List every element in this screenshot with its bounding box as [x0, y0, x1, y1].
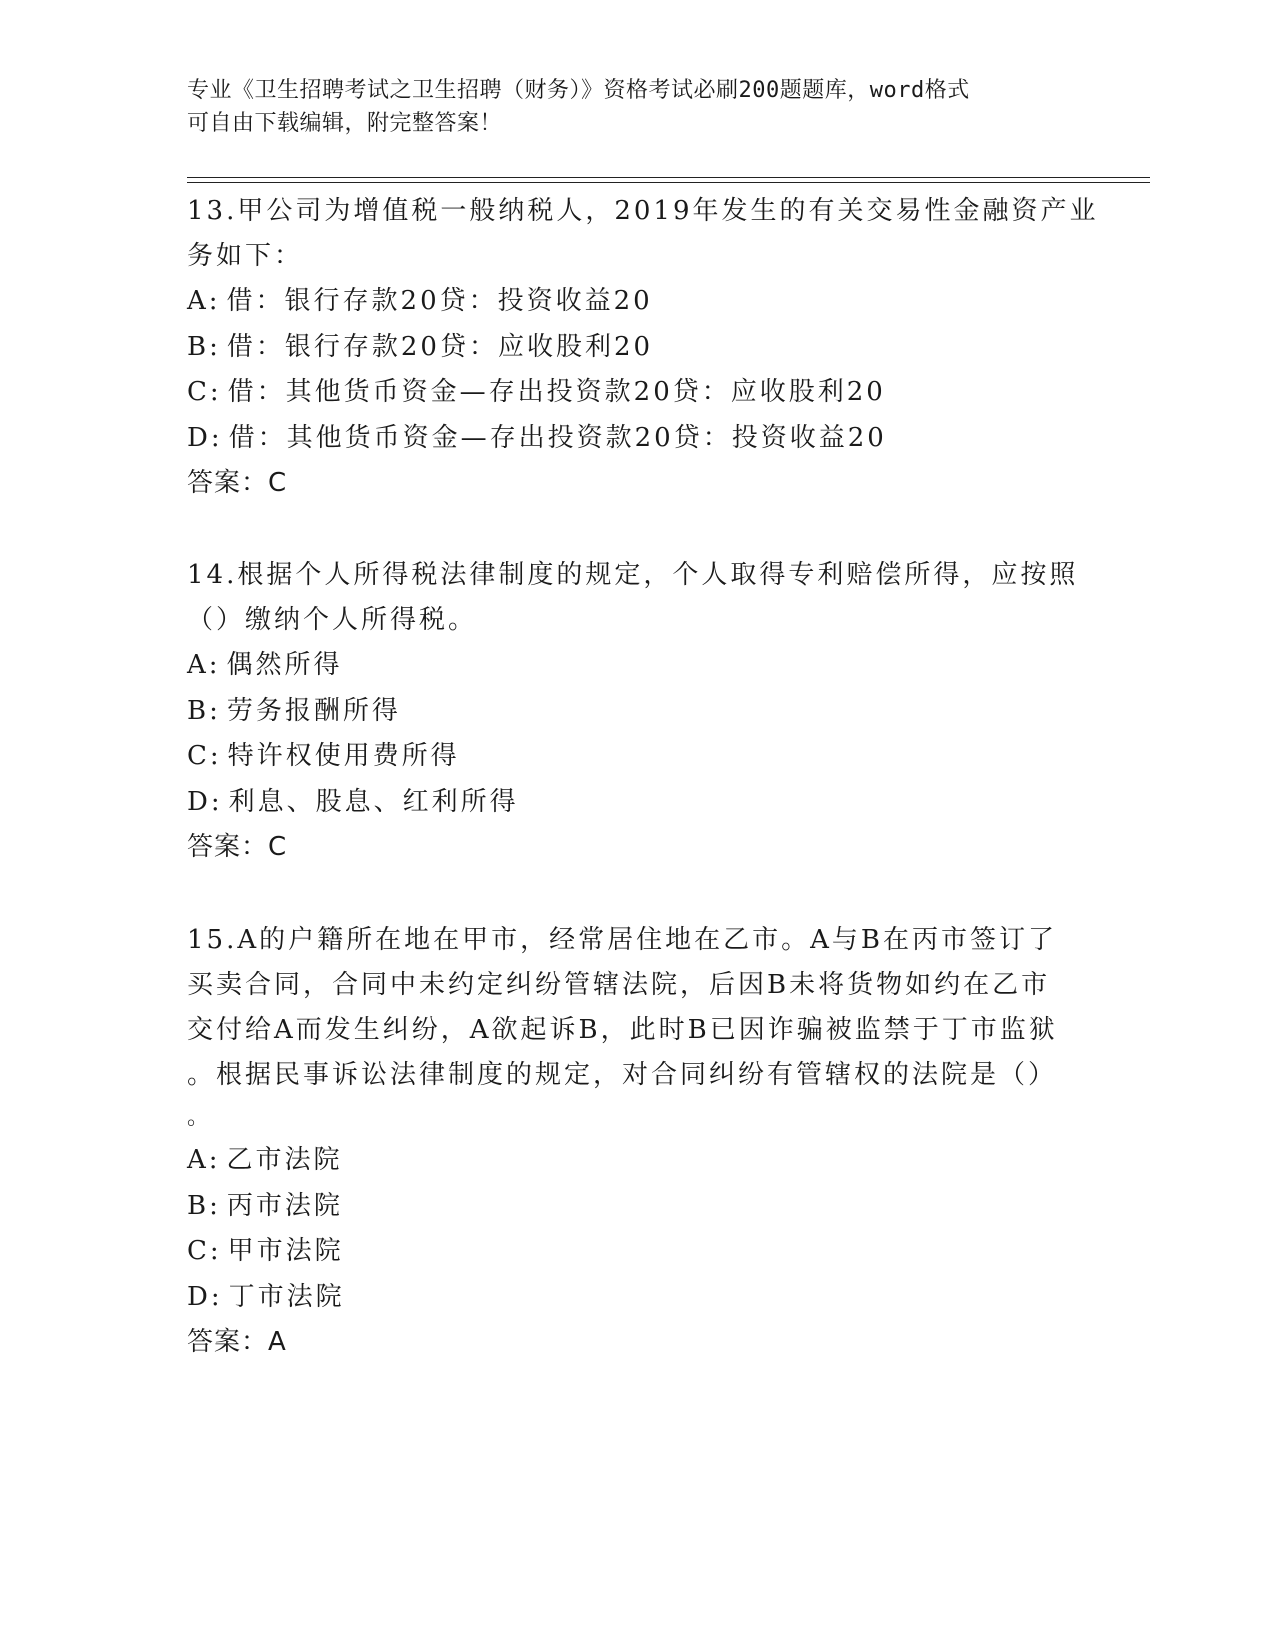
question-stem [187, 553, 1087, 643]
option-d [187, 780, 1087, 826]
stem-line: 务如下： [187, 241, 304, 271]
header-line-1: 专业《卫生招聘考试之卫生招聘（财务）》资格考试必刷200题题库，word格式 [187, 78, 970, 103]
option-label: B: [187, 331, 221, 362]
option-label: A: [187, 286, 221, 316]
option-label: B: [187, 695, 221, 726]
answer: 答案：A [187, 1327, 287, 1357]
option-a [187, 643, 1087, 689]
stem-line: 交付给A而发生纠纷，A欲起诉B，此时B已因诈骗被监禁于丁市监狱 [187, 1015, 1058, 1045]
stem-line: 。根据民事诉讼法律制度的规定，对合同纠纷有管辖权的法院是（） [187, 1060, 1058, 1090]
document-header [187, 74, 1087, 140]
answer: 答案：C [187, 468, 288, 498]
option-d [187, 1275, 1087, 1321]
option-text: 借：其他货币资金—存出投资款20贷：投资收益20 [228, 422, 887, 453]
stem-line: 13.甲公司为增值税一般纳税人，2019年发生的有关交易性金融资产业 [187, 196, 1099, 226]
option-a [187, 279, 1087, 325]
option-label: A: [187, 650, 221, 680]
option-label: D: [187, 786, 223, 817]
option-c [187, 370, 1087, 416]
option-text: 借：其他货币资金—存出投资款20贷：应收股利20 [227, 377, 886, 407]
option-d [187, 416, 1087, 462]
option-text: 特许权使用费所得 [227, 741, 460, 771]
option-label: B: [187, 1190, 221, 1221]
option-label: C: [187, 377, 222, 407]
stem-line: （）缴纳个人所得税。 [187, 605, 478, 635]
stem-line: 买卖合同，合同中未约定纠纷管辖法院，后因B未将货物如约在乙市 [187, 970, 1051, 1000]
option-text: 乙市法院 [226, 1145, 343, 1175]
option-text: 借：银行存款20贷：应收股利20 [226, 331, 654, 362]
answer: 答案：C [187, 832, 288, 862]
question-13 [187, 189, 1099, 506]
option-label: D: [187, 422, 223, 453]
option-text: 偶然所得 [226, 650, 343, 680]
option-b [187, 325, 1087, 371]
stem-line: 15.A的户籍所在地在甲市，经常居住地在乙市。A与B在丙市签订了 [187, 925, 1058, 955]
option-b [187, 1184, 1087, 1230]
option-label: C: [187, 1236, 222, 1266]
option-text: 甲市法院 [227, 1236, 344, 1266]
header-divider-top [187, 177, 1150, 178]
option-text: 劳务报酬所得 [226, 695, 401, 726]
option-text: 借：银行存款20贷：投资收益20 [226, 286, 653, 316]
option-c [187, 734, 1087, 780]
option-text: 利息、股息、红利所得 [228, 786, 519, 817]
option-text: 丁市法院 [228, 1281, 345, 1312]
stem-line: 14.根据个人所得税法律制度的规定，个人取得专利赔偿所得，应按照 [187, 560, 1079, 590]
option-text: 丙市法院 [226, 1190, 343, 1221]
option-a [187, 1138, 1087, 1184]
option-label: A: [187, 1145, 221, 1175]
question-15 [187, 918, 1087, 1365]
header-divider-bottom [187, 182, 1150, 183]
option-label: C: [187, 741, 222, 771]
option-c [187, 1229, 1087, 1275]
header-line-2: 可自由下载编辑，附完整答案！ [187, 111, 503, 136]
question-14 [187, 553, 1087, 870]
option-b [187, 689, 1087, 735]
option-label: D: [187, 1281, 223, 1312]
question-stem [187, 918, 1087, 1138]
stem-line: 。 [187, 1105, 213, 1130]
question-stem [187, 189, 1099, 279]
